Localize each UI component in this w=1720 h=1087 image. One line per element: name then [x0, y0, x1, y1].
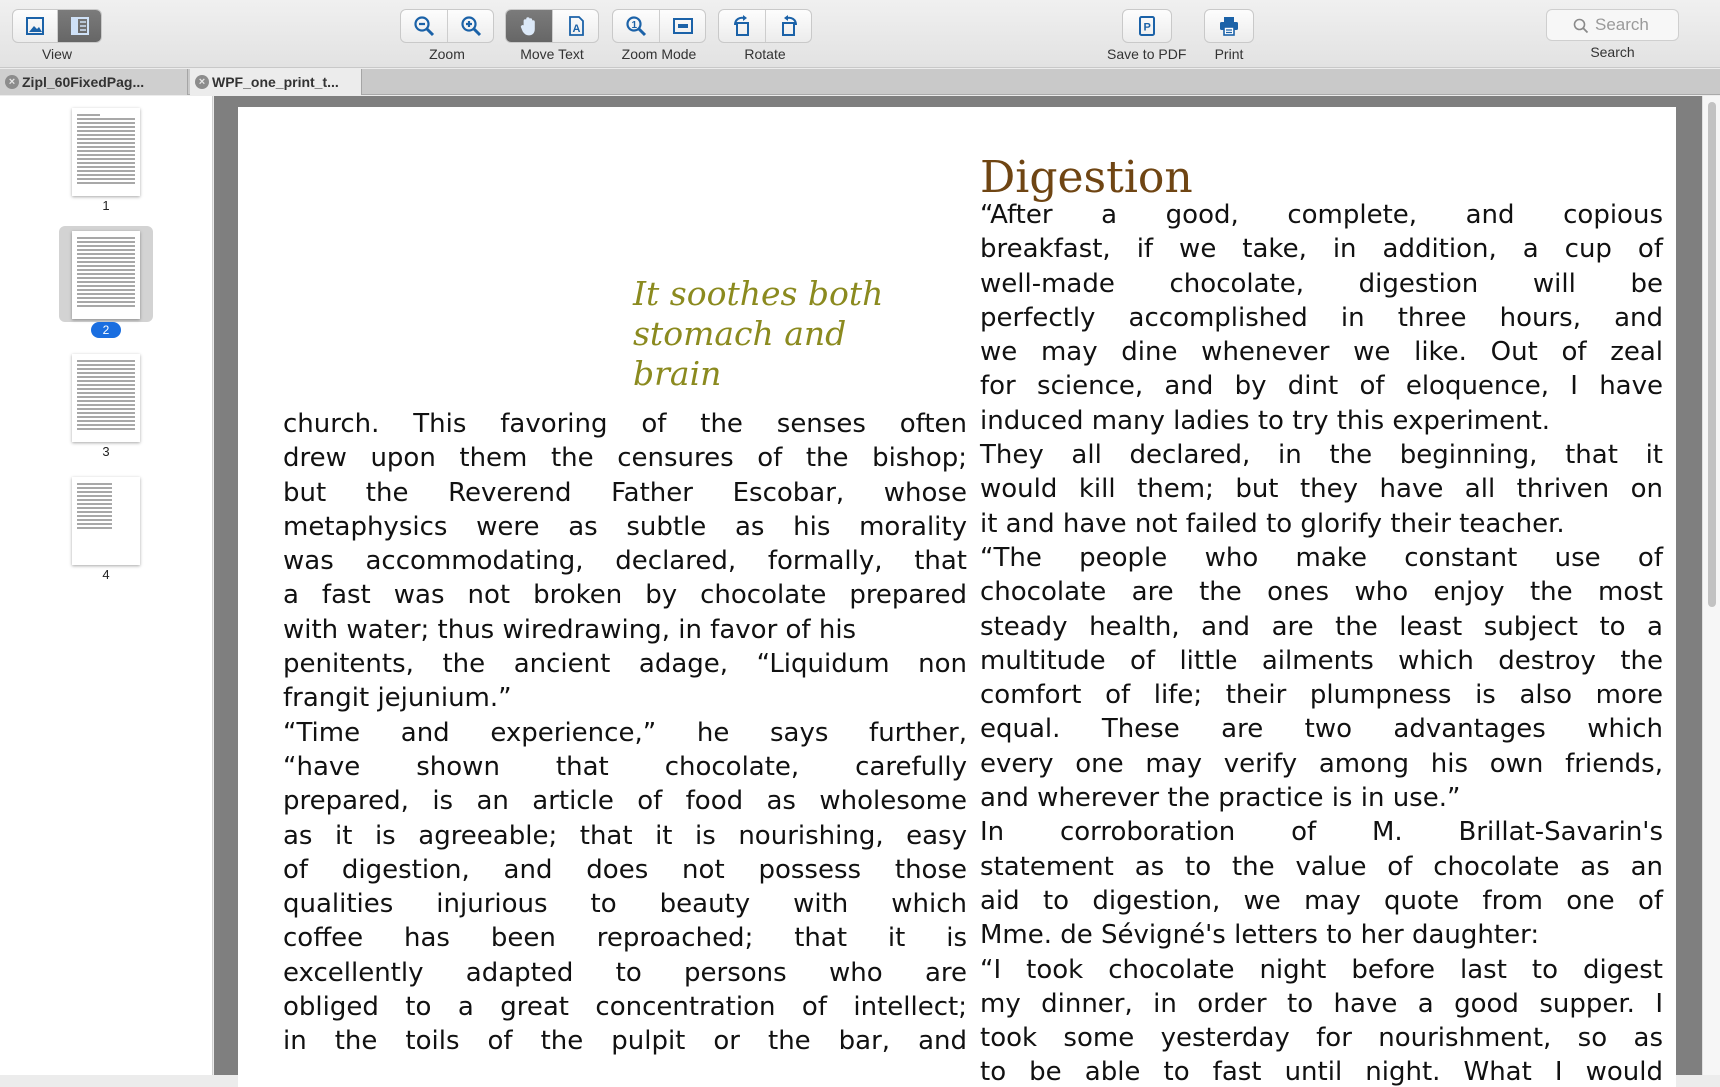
text-line: as it is agreeable; that it is nourishing, easy — [283, 820, 967, 851]
text-line: equal. These are two advantages which — [980, 714, 1663, 745]
rotate-left-button[interactable] — [719, 10, 765, 42]
text-line: well-made chocolate, digestion will be — [980, 268, 1663, 299]
search-field[interactable] — [1546, 9, 1679, 41]
sidebar-icon — [69, 15, 91, 37]
pull-quote-line: stomach and — [633, 314, 847, 353]
page-thumbnail-2[interactable] — [72, 231, 140, 319]
zoom-out-button[interactable] — [401, 10, 447, 42]
view-group — [12, 9, 102, 62]
text-line: penitents, the ancient adage, “Liquidum non — [283, 649, 967, 680]
pull-quote-line: It soothes both — [633, 274, 884, 313]
save-pdf-button[interactable] — [1123, 10, 1171, 42]
page-thumbnail-3[interactable] — [72, 354, 140, 442]
svg-text:P: P — [1143, 21, 1151, 34]
zoom-in-icon — [460, 15, 482, 37]
page-number-2: 2 — [91, 322, 121, 338]
vertical-scrollbar[interactable] — [1702, 96, 1720, 1075]
fit-width-button[interactable] — [659, 10, 705, 42]
document-viewport[interactable] — [214, 96, 1720, 1087]
zoom-mode-group — [612, 9, 706, 62]
text-select-button[interactable] — [552, 10, 598, 42]
print-group — [1204, 9, 1254, 62]
text-line: my dinner, in order to have a good supper. I — [980, 988, 1663, 1019]
left-text-column — [283, 407, 967, 1059]
search-icon — [1573, 18, 1589, 34]
move-hand-button[interactable] — [506, 10, 552, 42]
text-line: “After a good, complete, and copious — [980, 200, 1663, 230]
image-view-icon — [24, 15, 46, 37]
text-line: excellently adapted to persons who are — [283, 957, 967, 988]
text-line: was accommodating, declared, formally, that — [283, 546, 967, 577]
text-line: a fast was not broken by chocolate prepared — [283, 580, 967, 611]
text-line: in the toils of the pulpit or the bar, and — [283, 1026, 967, 1057]
text-line: comfort of life; their plumpness is also more — [980, 680, 1663, 711]
pull-quote-line: brain — [633, 354, 722, 393]
text-line: “The people who make constant use of — [980, 542, 1663, 573]
text-line: qualities injurious to beauty with which — [283, 889, 967, 920]
right-text-column — [980, 198, 1663, 1087]
text-line: church. This favoring of the senses often — [283, 409, 967, 439]
svg-text:A: A — [572, 23, 580, 35]
page-thumbnail-1[interactable] — [72, 108, 140, 196]
rotate-right-button[interactable] — [765, 10, 811, 42]
text-line: drew upon them the censures of the bishop; — [283, 443, 967, 474]
hand-icon — [518, 15, 540, 37]
text-line: “I took chocolate night before last to digest — [980, 954, 1663, 985]
tab-zipl-document[interactable] — [0, 69, 188, 95]
text-line: it and have not failed to glorify their teacher. — [980, 508, 1565, 539]
move-text-label: Move Text — [520, 46, 584, 62]
document-tab-bar — [0, 69, 1720, 95]
text-line: metaphysics were as subtle as his morality — [283, 511, 967, 542]
text-line: In corroboration of M. Brillat-Savarin's — [980, 817, 1663, 848]
sidebar-view-button[interactable] — [57, 10, 101, 42]
text-line: of digestion, and does not possess those — [283, 854, 967, 885]
text-line: induced many ladies to try this experiment. — [980, 405, 1551, 436]
text-line: steady health, and are the least subject to a — [980, 611, 1663, 642]
search-label: Search — [1590, 44, 1635, 60]
text-line: to be able to fast until night. What I would — [980, 1057, 1663, 1087]
text-line: aid to digestion, we may quote from one of — [980, 885, 1663, 916]
rotate-group — [718, 9, 812, 62]
actual-size-icon — [625, 15, 647, 37]
tab-label: Zipl_60FixedPag... — [22, 74, 145, 90]
text-line: for science, and by dint of eloquence, I have — [980, 371, 1663, 402]
text-line: every one may verify among his own friends, — [980, 748, 1663, 779]
text-line: They all declared, in the beginning, that it — [980, 440, 1663, 471]
text-line: chocolate are the ones who enjoy the most — [980, 577, 1663, 608]
pull-quote — [633, 274, 883, 394]
tab-wpf-document[interactable] — [190, 69, 362, 95]
rotate-label: Rotate — [744, 46, 786, 62]
save-pdf-group — [1107, 9, 1186, 62]
pdf-icon — [1136, 15, 1158, 37]
text-line: would kill them; but they have all thriven on — [980, 474, 1663, 505]
single-page-view-button[interactable] — [13, 10, 57, 42]
text-line: obliged to a great concentration of intellect; — [283, 992, 967, 1023]
text-line: frangit jejunium.” — [283, 683, 512, 714]
print-button[interactable] — [1205, 10, 1253, 42]
actual-size-button[interactable] — [613, 10, 659, 42]
page-thumbnail-sidebar — [0, 96, 213, 1075]
page-number-1: 1 — [102, 198, 110, 213]
text-line: Mme. de Sévigné's letters to her daughter: — [980, 920, 1540, 951]
toolbar — [0, 0, 1720, 68]
rotate-right-icon — [778, 15, 800, 37]
text-line: perfectly accomplished in three hours, and — [980, 302, 1663, 333]
tab-label: WPF_one_print_t... — [212, 74, 339, 90]
zoom-out-icon — [413, 15, 435, 37]
text-line: coffee has been reproached; that it is — [283, 923, 967, 954]
text-line: breakfast, if we take, in addition, a cup of — [980, 234, 1663, 265]
text-line: and wherever the practice is in use.” — [980, 783, 1461, 814]
text-line: we may dine whenever we like. Out of zeal — [980, 337, 1663, 368]
svg-text:1: 1 — [631, 20, 638, 31]
zoom-label: Zoom — [429, 46, 465, 62]
text-line: but the Reverend Father Escobar, whose — [283, 477, 967, 508]
section-heading: Digestion — [980, 152, 1193, 203]
page-number-4: 4 — [102, 567, 110, 582]
move-text-group — [505, 9, 599, 62]
zoom-in-button[interactable] — [447, 10, 493, 42]
document-page — [238, 107, 1676, 1087]
text-line: with water; thus wiredrawing, in favor of his — [283, 614, 857, 645]
print-label: Print — [1214, 46, 1244, 62]
text-line: statement as to the value of chocolate as an — [980, 851, 1663, 882]
text-line: multitude of little ailments which destroy the — [980, 645, 1663, 676]
rotate-left-icon — [731, 15, 753, 37]
text-line: took some yesterday for nourishment, so as — [980, 1023, 1663, 1054]
close-icon[interactable]: × — [195, 75, 209, 89]
scrollbar-thumb[interactable] — [1708, 102, 1716, 607]
close-icon[interactable]: × — [5, 75, 19, 89]
printer-icon — [1218, 15, 1240, 37]
text-line: “have shown that chocolate, carefully — [283, 751, 967, 782]
page-number-3: 3 — [102, 444, 110, 459]
zoom-group — [400, 9, 494, 62]
page-thumbnail-4[interactable] — [72, 477, 140, 565]
fit-width-icon — [672, 15, 694, 37]
text-line: “Time and experience,” he says further, — [283, 717, 967, 748]
text-line: prepared, is an article of food as wholesome — [283, 786, 967, 817]
text-select-icon — [565, 15, 587, 37]
search-group — [1546, 9, 1679, 60]
save-pdf-label: Save to PDF — [1107, 46, 1187, 62]
view-label: View — [41, 46, 73, 62]
zoom-mode-label: Zoom Mode — [621, 46, 697, 62]
